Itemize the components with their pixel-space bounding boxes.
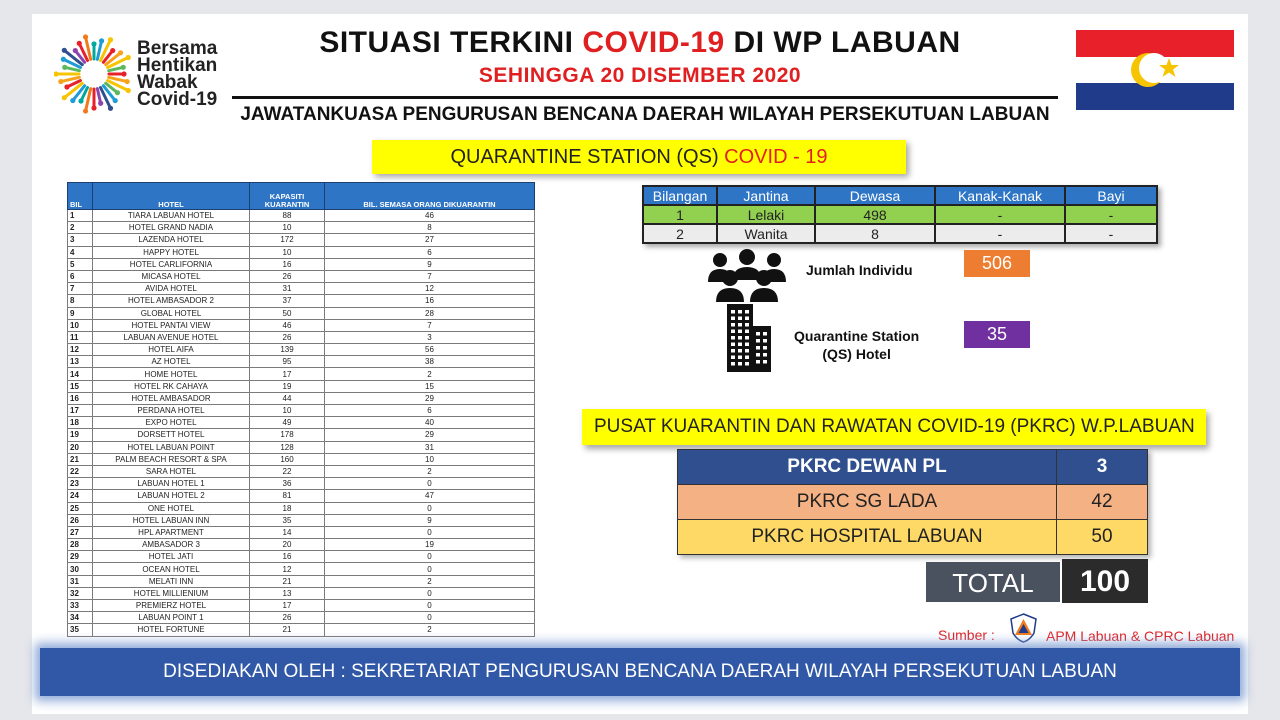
table-cell: 22 (250, 465, 325, 477)
table-cell: 28 (325, 307, 535, 319)
table-row (68, 417, 535, 429)
table-cell: 95 (250, 356, 325, 368)
table-row (643, 205, 1157, 224)
table-cell: 16 (68, 392, 93, 404)
table-cell: 5 (68, 258, 93, 270)
jumlah-individu-label: Jumlah Individu (806, 262, 913, 278)
col-header-hotel: HOTEL (93, 183, 250, 210)
table-cell: 6 (68, 270, 93, 282)
table-cell: 2 (68, 222, 93, 234)
table-cell: 6 (325, 405, 535, 417)
table-cell: 37 (250, 295, 325, 307)
table-cell: DORSETT HOTEL (93, 429, 250, 441)
table-row (68, 246, 535, 258)
table-cell: 36 (250, 478, 325, 490)
table-cell: 128 (250, 441, 325, 453)
title-suffix: DI WP LABUAN (724, 26, 961, 59)
table-cell: 44 (250, 392, 325, 404)
col-header-kapasiti: KAPASITI KUARANTIN (250, 183, 325, 210)
logo-line-2: Hentikan (137, 55, 218, 76)
table-cell: 14 (250, 526, 325, 538)
qs-banner (372, 140, 906, 174)
table-cell: AMBASADOR 3 (93, 539, 250, 551)
table-cell: 33 (68, 600, 93, 612)
title-highlight: COVID-19 (582, 26, 725, 59)
table-cell: 2 (325, 575, 535, 587)
table-row (68, 405, 535, 417)
people-group-icon (706, 248, 788, 304)
committee-heading: JAWATANKUASA PENGURUSAN BENCANA DAERAH WILAYAH PERSEKUTUAN LABUAN (240, 104, 1050, 125)
table-cell: HOTEL FORTUNE (93, 624, 250, 636)
table-cell: 10 (250, 222, 325, 234)
table-cell: OCEAN HOTEL (93, 563, 250, 575)
table-cell: 7 (325, 270, 535, 282)
table-cell: 6 (325, 246, 535, 258)
table-cell: TIARA LABUAN HOTEL (93, 210, 250, 222)
table-row (68, 380, 535, 392)
total-label: TOTAL (926, 562, 1060, 602)
table-cell: 498 (815, 205, 935, 224)
table-cell: 7 (68, 283, 93, 295)
title-prefix: SITUASI TERKINI (319, 26, 583, 59)
table-cell: HOTEL CARLIFORNIA (93, 258, 250, 270)
pkrc-table (677, 449, 1148, 555)
table-cell: 7 (325, 319, 535, 331)
table-row (68, 344, 535, 356)
table-cell: HPL APARTMENT (93, 526, 250, 538)
table-cell: 29 (325, 392, 535, 404)
title-divider (232, 96, 1058, 99)
table-cell: HOTEL GRAND NADIA (93, 222, 250, 234)
table-row (68, 600, 535, 612)
table-row (68, 283, 535, 295)
table-cell: 9 (68, 307, 93, 319)
table-cell: HOTEL PANTAI VIEW (93, 319, 250, 331)
table-row (68, 526, 535, 538)
table-cell: 20 (68, 441, 93, 453)
table-cell: 13 (68, 356, 93, 368)
table-cell: 49 (250, 417, 325, 429)
table-cell: 46 (250, 319, 325, 331)
table-cell: PERDANA HOTEL (93, 405, 250, 417)
table-row (68, 429, 535, 441)
table-cell: 18 (68, 417, 93, 429)
table-cell: Lelaki (717, 205, 815, 224)
table-cell: 32 (68, 587, 93, 599)
table-cell: 28 (68, 539, 93, 551)
table-cell: - (1065, 205, 1157, 224)
qs-label-line-1: Quarantine Station (794, 328, 920, 344)
table-row (68, 356, 535, 368)
table-cell: 1 (643, 205, 717, 224)
table-cell: 14 (68, 368, 93, 380)
page-subtitle: SEHINGGA 20 DISEMBER 2020 (478, 64, 802, 87)
table-row (68, 478, 535, 490)
table-row (68, 258, 535, 270)
table-cell: HOTEL LABUAN INN (93, 514, 250, 526)
labuan-flag-icon (1076, 30, 1234, 110)
hotel-quarantine-table (67, 182, 535, 637)
logo-text (137, 40, 217, 108)
gender-breakdown-table (642, 185, 1158, 244)
col-header-bilangan: Bilangan (643, 186, 717, 205)
table-cell: PALM BEACH RESORT & SPA (93, 453, 250, 465)
table-cell: 30 (68, 563, 93, 575)
table-cell: 17 (68, 405, 93, 417)
table-cell: 35 (250, 514, 325, 526)
table-cell: 9 (325, 258, 535, 270)
table-cell: 1 (68, 210, 93, 222)
table-row (68, 502, 535, 514)
pkrc-value: 42 (1057, 485, 1148, 520)
table-cell: - (1065, 224, 1157, 243)
table-cell: 29 (68, 551, 93, 563)
table-cell: 0 (325, 502, 535, 514)
table-cell: 139 (250, 344, 325, 356)
table-cell: 19 (325, 539, 535, 551)
building-icon (723, 302, 773, 372)
table-cell: MICASA HOTEL (93, 270, 250, 282)
table-cell: 12 (68, 344, 93, 356)
table-cell: SARA HOTEL (93, 465, 250, 477)
table-cell: 12 (325, 283, 535, 295)
pkrc-name: PKRC HOSPITAL LABUAN (678, 520, 1057, 555)
table-cell: 18 (250, 502, 325, 514)
source-label: Sumber : (938, 627, 995, 643)
col-header-dewasa: Dewasa (815, 186, 935, 205)
page-title (250, 26, 1030, 60)
table-cell: 16 (250, 258, 325, 270)
table-cell: 19 (68, 429, 93, 441)
table-cell: PREMIERZ HOTEL (93, 600, 250, 612)
total-value: 100 (1062, 559, 1148, 603)
table-cell: 11 (68, 331, 93, 343)
table-cell: 47 (325, 490, 535, 502)
table-cell: - (935, 205, 1065, 224)
pkrc-banner: PUSAT KUARANTIN DAN RAWATAN COVID-19 (PKRC) W.P.LABUAN (582, 409, 1206, 445)
table-row (68, 514, 535, 526)
table-cell: 21 (250, 575, 325, 587)
table-cell: 8 (815, 224, 935, 243)
table-cell: 2 (325, 368, 535, 380)
qs-label-line-2: (QS) Hotel (822, 346, 891, 362)
table-cell: 8 (325, 222, 535, 234)
table-cell: AVIDA HOTEL (93, 283, 250, 295)
table-header-row (68, 183, 535, 210)
table-cell: HAPPY HOTEL (93, 246, 250, 258)
table-cell: LABUAN HOTEL 2 (93, 490, 250, 502)
table-cell: 34 (68, 612, 93, 624)
table-cell: 26 (250, 331, 325, 343)
table-cell: 178 (250, 429, 325, 441)
col-header-bil-semasa: BIL. SEMASA ORANG DIKUARANTIN (325, 183, 535, 210)
table-row (68, 539, 535, 551)
table-cell: 0 (325, 600, 535, 612)
table-cell: 0 (325, 551, 535, 563)
table-cell: HOTEL AIFA (93, 344, 250, 356)
source-text: APM Labuan & CPRC Labuan (1046, 628, 1235, 644)
table-cell: 40 (325, 417, 535, 429)
table-cell: 17 (250, 600, 325, 612)
table-row (678, 485, 1148, 520)
col-header-bil: BIL (68, 183, 93, 210)
table-cell: 10 (325, 453, 535, 465)
qs-hotel-value: 35 (964, 321, 1030, 348)
table-row (68, 270, 535, 282)
table-cell: 17 (250, 368, 325, 380)
table-cell: 46 (325, 210, 535, 222)
table-cell: 27 (68, 526, 93, 538)
table-cell: 16 (250, 551, 325, 563)
table-row (68, 453, 535, 465)
table-row (678, 450, 1148, 485)
table-cell: ONE HOTEL (93, 502, 250, 514)
table-row (643, 224, 1157, 243)
table-cell: 13 (250, 587, 325, 599)
table-cell: 0 (325, 526, 535, 538)
apm-logo-icon (1010, 613, 1037, 643)
table-cell: 19 (250, 380, 325, 392)
table-row (68, 612, 535, 624)
table-row (68, 392, 535, 404)
pkrc-value: 3 (1057, 450, 1148, 485)
table-cell: 31 (325, 441, 535, 453)
table-cell: 31 (68, 575, 93, 587)
table-row (68, 575, 535, 587)
table-cell: 21 (250, 624, 325, 636)
table-cell: 160 (250, 453, 325, 465)
table-cell: HOME HOTEL (93, 368, 250, 380)
table-row (68, 587, 535, 599)
table-cell: 21 (68, 453, 93, 465)
table-cell: 0 (325, 563, 535, 575)
table-cell: 2 (325, 465, 535, 477)
jumlah-individu-value: 506 (964, 250, 1030, 277)
table-cell: 2 (325, 624, 535, 636)
logo-line-4: Covid-19 (137, 89, 218, 110)
table-cell: 3 (325, 331, 535, 343)
table-cell: 15 (325, 380, 535, 392)
table-row (68, 295, 535, 307)
table-cell: 9 (325, 514, 535, 526)
table-row (68, 563, 535, 575)
table-cell: AZ HOTEL (93, 356, 250, 368)
table-cell: 12 (250, 563, 325, 575)
table-cell: - (935, 224, 1065, 243)
table-cell: 0 (325, 587, 535, 599)
logo-line-1: Bersama (137, 38, 218, 59)
table-cell: 88 (250, 210, 325, 222)
table-cell: LABUAN POINT 1 (93, 612, 250, 624)
table-cell: 26 (250, 270, 325, 282)
table-cell: LAZENDA HOTEL (93, 234, 250, 246)
table-cell: 81 (250, 490, 325, 502)
table-cell: 29 (325, 429, 535, 441)
table-cell: 3 (68, 234, 93, 246)
table-cell: 31 (250, 283, 325, 295)
pkrc-name: PKRC DEWAN PL (678, 450, 1057, 485)
table-cell: HOTEL AMBASADOR (93, 392, 250, 404)
table-row (678, 520, 1148, 555)
col-header-bayi: Bayi (1065, 186, 1157, 205)
table-cell: Wanita (717, 224, 815, 243)
table-cell: 2 (643, 224, 717, 243)
table-row (68, 331, 535, 343)
table-cell: 25 (68, 502, 93, 514)
table-cell: HOTEL JATI (93, 551, 250, 563)
table-cell: 0 (325, 612, 535, 624)
logo-line-3: Wabak (137, 72, 198, 93)
footer-banner: DISEDIAKAN OLEH : SEKRETARIAT PENGURUSAN BENCANA DAERAH WILAYAH PERSEKUTUAN LABUAN (40, 648, 1240, 696)
table-row (68, 234, 535, 246)
table-cell: 35 (68, 624, 93, 636)
qs-banner-prefix: QUARANTINE STATION (QS) (450, 146, 725, 168)
table-cell: 56 (325, 344, 535, 356)
table-cell: 8 (68, 295, 93, 307)
table-cell: 20 (250, 539, 325, 551)
bersama-hentikan-logo-icon (54, 34, 134, 114)
table-row (68, 210, 535, 222)
table-row (68, 222, 535, 234)
qs-banner-highlight: COVID - 19 (724, 146, 828, 168)
table-cell: 27 (325, 234, 535, 246)
table-row (68, 490, 535, 502)
table-row (68, 551, 535, 563)
qs-hotel-label (794, 327, 919, 363)
table-row (68, 307, 535, 319)
table-cell: 24 (68, 490, 93, 502)
table-cell: 26 (250, 612, 325, 624)
table-row (68, 465, 535, 477)
table-cell: 26 (68, 514, 93, 526)
table-cell: 10 (250, 246, 325, 258)
table-row (68, 368, 535, 380)
table-cell: LABUAN HOTEL 1 (93, 478, 250, 490)
table-cell: 0 (325, 478, 535, 490)
table-cell: EXPO HOTEL (93, 417, 250, 429)
col-header-kanak-kanak: Kanak-Kanak (935, 186, 1065, 205)
pkrc-value: 50 (1057, 520, 1148, 555)
table-cell: HOTEL AMBASADOR 2 (93, 295, 250, 307)
table-cell: GLOBAL HOTEL (93, 307, 250, 319)
table-cell: 10 (68, 319, 93, 331)
pkrc-name: PKRC SG LADA (678, 485, 1057, 520)
table-row (68, 624, 535, 636)
table-cell: 16 (325, 295, 535, 307)
table-cell: HOTEL LABUAN POINT (93, 441, 250, 453)
table-row (68, 441, 535, 453)
table-cell: HOTEL RK CAHAYA (93, 380, 250, 392)
table-cell: 4 (68, 246, 93, 258)
table-cell: 172 (250, 234, 325, 246)
table-cell: LABUAN AVENUE HOTEL (93, 331, 250, 343)
table-cell: 23 (68, 478, 93, 490)
table-cell: MELATI INN (93, 575, 250, 587)
table-cell: 10 (250, 405, 325, 417)
table-cell: HOTEL MILLIENIUM (93, 587, 250, 599)
table-row (68, 319, 535, 331)
table-cell: 38 (325, 356, 535, 368)
table-cell: 50 (250, 307, 325, 319)
col-header-jantina: Jantina (717, 186, 815, 205)
table-cell: 15 (68, 380, 93, 392)
table-cell: 22 (68, 465, 93, 477)
table-header-row (643, 186, 1157, 205)
